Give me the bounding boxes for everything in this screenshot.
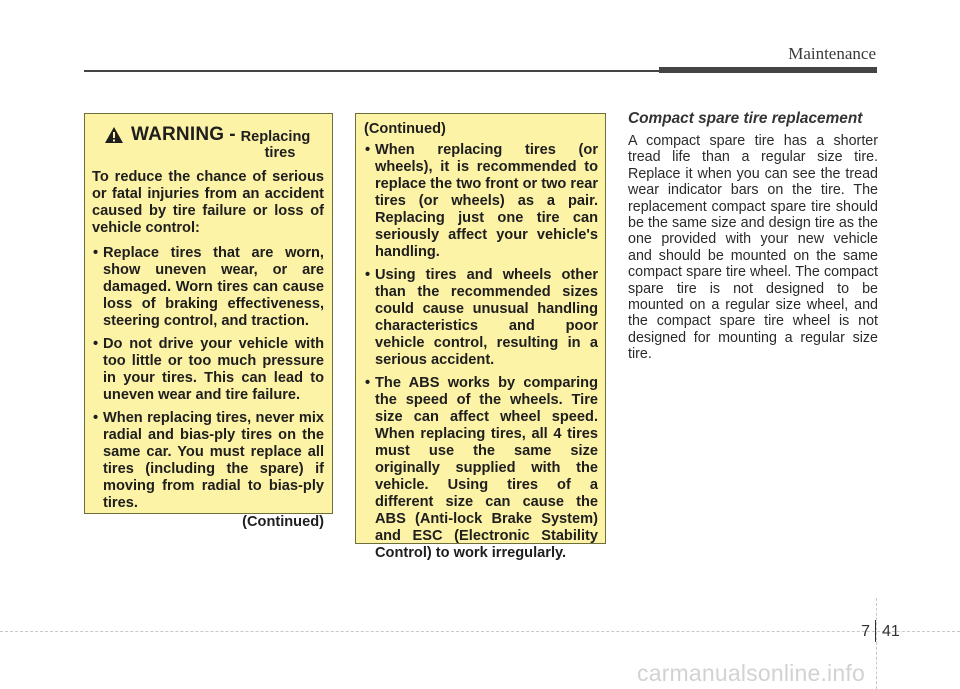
section-body: A compact spare tire has a shorter tread life than a regular size tire. Replace it when you can see the tread wear indicator bars on the tire. The replacement compact spare tire should be the same size and design tire as the one provided with your new vehicle and should be mounted on the same compact spare tire wheel. The compact spare tire is not designed to be mounted on a regular size wheel, and the compact spare tire wheel is not designed for mounting a regular size tire. — [628, 133, 878, 363]
warning-label: WARNING — [131, 124, 225, 145]
continued-bullet: • The ABS works by comparing the speed of the wheels. Tire size can affect wheel speed. When replacing tires, all 4 tires must use the same size originally supplied with the vehicle. Using tires of a different size can cause the ABS (Anti-lock Brake System) and ESC (Electronic Stability Control) to work irregularly. — [364, 375, 598, 562]
continued-heading: (Continued) — [364, 121, 446, 137]
page-number-divider — [875, 620, 876, 642]
continued-box — [355, 113, 606, 561]
page-number: 41 — [882, 623, 900, 640]
warning-bullet-list — [92, 245, 324, 512]
continued-bullet: • Using tires and wheels other than the recommended sizes could cause unusual handling characteristics and poor vehicle control, resulting in a serious accident. — [364, 267, 598, 369]
warning-bullet: • Do not drive your vehicle with too little or too much pressure in your tires. This can lead to uneven wear and tire failure. — [92, 336, 324, 404]
warning-dash: - — [229, 124, 236, 145]
warning-bullet: • When replacing tires, never mix radial and bias-ply tires on the same car. You must replace all tires (including the spare) if moving from radial to bias-ply tires. — [92, 410, 324, 512]
continued-label: (Continued) — [242, 514, 324, 530]
warning-subtitle-line1: Replacing — [240, 129, 311, 145]
page-header-title: Maintenance — [788, 44, 876, 63]
continued-bullet-list — [364, 142, 598, 562]
warning-subtitle — [241, 126, 311, 161]
footer-dashed-line — [0, 631, 960, 632]
warning-intro: To reduce the chance of serious or fatal injuries from an accident caused by tire failure or loss of vehicle control: — [92, 169, 324, 236]
footer-vertical-dashed-line — [876, 598, 877, 689]
warning-box — [84, 113, 333, 530]
continued-bullet: • When replacing tires (or wheels), it is recommended to replace the two front or two rear tires (or wheels) as a pair. Replacing just one tire can seriously affect your vehicle's handling. — [364, 142, 598, 261]
watermark: carmanualsonline.info — [637, 660, 865, 686]
chapter-number: 7 — [861, 623, 870, 640]
warning-bullet: • Replace tires that are worn, show uneven wear, or are damaged. Worn tires can cause loss of braking effectiveness, steering control, and traction. — [92, 245, 324, 330]
header-bar — [659, 67, 877, 73]
header-rule — [84, 70, 659, 72]
warning-heading — [92, 126, 324, 161]
warning-subtitle-line2: tires — [264, 145, 296, 161]
section-title: Compact spare tire replacement — [628, 110, 863, 127]
warning-triangle-icon — [104, 126, 124, 144]
